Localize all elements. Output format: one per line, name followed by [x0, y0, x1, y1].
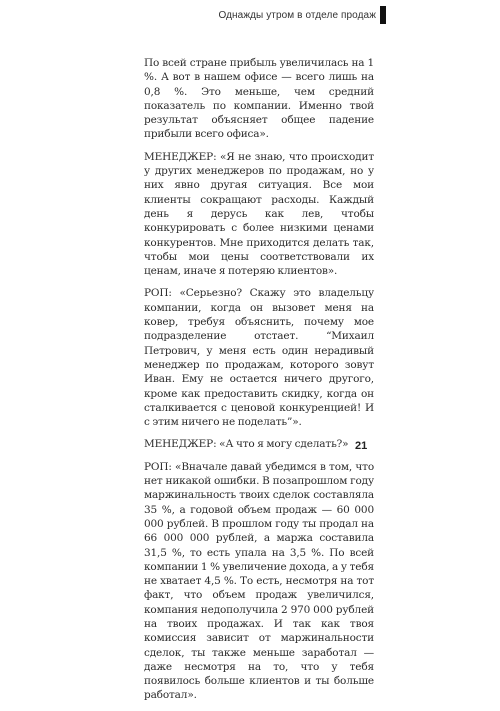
paragraph-rop-serious: РОП: «Серьезно? Скажу это владельцу компании, когда он вызовет меня на ковер, требуя объяснить, почему мое подразделение отстает. “Михаил Петрович, у меня есть один нерадивый менеджер по продажам, которого зовут Иван. Ему не остается ничего другого, кроме как предоставить скидку, когда он сталкивается с ценовой конкуренцией! И с этим ничего не поделать”». [144, 287, 374, 429]
page-number: 21 [355, 440, 368, 452]
body-text [144, 56, 374, 711]
running-header [218, 6, 386, 24]
paragraph-manager-reply: МЕНЕДЖЕР: «Я не знаю, что происходит у других менеджеров по продажам, но у них явно другая ситуация. Все мои клиенты сокращают расходы. Каждый день я дерусь как лев, чтобы конкурировать с более низкими ценами конкурентов. Мне приходится делать так, чтобы мои цены соответствовали их ценам, иначе я потеряю клиентов». [144, 150, 374, 278]
paragraph-profit-intro: По всей стране прибыль увеличилась на 1 %. А вот в нашем офисе — всего лишь на 0,8 %. Это меньше, чем средний показатель по компании. Именно твой результат объясняет общее падение прибыли всего офиса». [144, 57, 374, 141]
running-title: Однажды утром в отделе продаж [218, 9, 376, 21]
paragraph-manager-question: МЕНЕДЖЕР: «А что я могу сделать?» [144, 438, 349, 451]
paragraph-rop-calculation: РОП: «Вначале давай убедимся в том, что нет никакой ошибки. В позапрошлом году маржинальность твоих сделок составляла 35 %, а годовой объем продаж — 60 000 000 рублей. В прошлом году ты продал на 66 000 000 рублей, а маржа составила 31,5 %, то есть упала на 3,5 %. По всей компании 1 % увеличение дохода, а у тебя не хватает 4,5 %. То есть, несмотря на тот факт, что объем продаж увеличился, компания недополучила 2 970 000 рублей на твоих продажах. И так как твоя комиссия зависит от маржинальности сделок, ты также меньше заработал — даже несмотря на то, что у тебя появилось больше клиентов и ты больше работал». [144, 460, 374, 702]
header-marker-bar [380, 6, 386, 24]
